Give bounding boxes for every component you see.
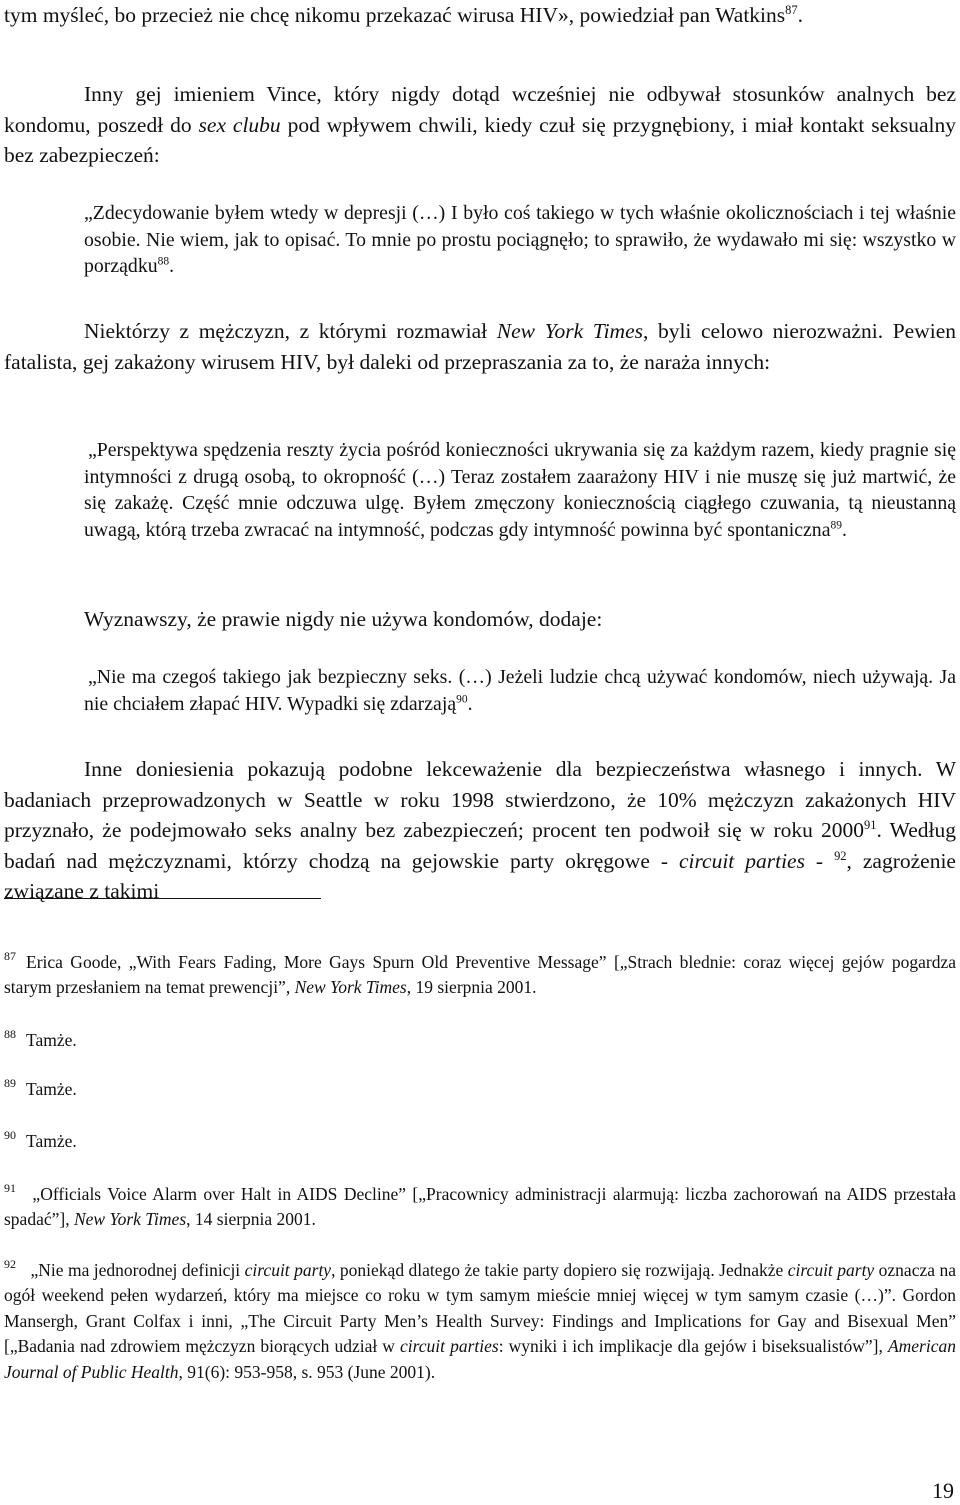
footnote-ref-92[interactable]: 92 xyxy=(834,848,847,863)
page-number: 19 xyxy=(932,1478,954,1503)
footnote-92: $^{92}$ „Nie ma jednorodnej definicji circuit party, poniekąd dlatego że takie party dopiero się rozwijają. Jednakże circuit party oznacza na ogół weekend pełen wydarzeń, który ma miejsce co roku w tym samym mieście mniej więcej w tym samym czasie (…)”. Gordon Mansergh, Grant Colfax i inni, „The Circuit Party Men’s Health Survey: Findings and Implications for Gay and Bisexual Men” [„Badania nad zdrowiem mężczyzn biorących udział w circuit parties: wyniki i ich implikacje dla gejów i biseksualistów”], American Journal of Public Health, 91(6): 953-958, s. 953 (June 2001). xyxy=(4,1257,956,1382)
footnote-number: 89 xyxy=(4,1076,16,1090)
footnote-ref-87[interactable]: 87 xyxy=(785,2,798,17)
footnote-90: $^{90}$ Tamże. xyxy=(4,1128,77,1151)
paragraph-other-reports: Inne doniesienia pokazują podobne lekceważenie dla bezpieczeństwa własnego i innych. W badaniach przeprowadzonych w Seattle w roku 1998 stwierdzono, że 10% mężczyzn zakażonych HIV przyznało, że podejmowało seks analny bez zabezpieczeń; procent ten podwoił się w roku 2000$^{91}$. Według badań nad mężczyznami, którzy chodzą na gejowskie party okręgowe - circuit parties - $^{92}$, zagrożenie związane z takimi xyxy=(4,757,956,904)
footnote-number: 91 xyxy=(4,1181,16,1195)
footnote-number: 90 xyxy=(4,1128,16,1142)
footnote-ref-91[interactable]: 91 xyxy=(864,818,877,833)
paragraph-continuation: tym myśleć, bo przecież nie chcę nikomu przekazać wirusa HIV», powiedział pan Watkins$^{87}$. xyxy=(4,2,803,27)
quote-fatalist: „Perspektywa spędzenia reszty życia pośród konieczności ukrywania się za każdym razem, kiedy pragnie się intymności z drugą osobą, to okropność (…) Teraz zostałem zaarażony HIV i nie muszę się już martwić, że się zakażę. Część mnie odczuwa ulgę. Byłem zmęczony koniecznością ciągłego czuwania, tą nieustanną uwagą, którą trzeba zwracać na intymność, podczas gdy intymność powinna być spontaniczna$^{89}$. xyxy=(84,439,956,541)
paragraph-vince: Inny gej imieniem Vince, który nigdy dotąd wcześniej nie odbywał stosunków analnych bez kondomu, poszedł do sex clubu pod wpływem chwili, kiedy czuł się przygnębiony, i miał kontakt seksualny bez zabezpieczeń: xyxy=(4,82,957,168)
paragraph-nyt-men: Niektórzy z mężczyzn, z którymi rozmawiał New York Times, byli celowo nierozważni. Pewien fatalista, gej zakażony wirusem HIV, był daleki od przepraszania za to, że naraża innych: xyxy=(4,319,956,374)
footnote-number: 88 xyxy=(4,1027,16,1041)
footnote-ref-88[interactable]: 88 xyxy=(157,255,170,268)
footnote-separator xyxy=(4,898,321,899)
quote-safe-sex: „Nie ma czegoś takiego jak bezpieczny seks. (…) Jeżeli ludzie chcą używać kondomów, niech używają. Ja nie chciałem złapać HIV. Wypadki się zdarzają$^{90}$. xyxy=(84,666,956,715)
quote-depression: „Zdecydowanie byłem wtedy w depresji (…) I było coś takiego w tych właśnie okolicznościach i tej właśnie osobie. Nie wiem, jak to opisać. To mnie po prostu pociągnęło; to sprawiło, że wydawało mi się: wszystko w porządku$^{88}$. xyxy=(84,202,956,277)
footnote-ref-90[interactable]: 90 xyxy=(456,692,468,705)
footnote-88: $^{88}$ Tamże. xyxy=(4,1027,77,1050)
footnote-87: $^{87}$ Erica Goode, „With Fears Fading, More Gays Spurn Old Preventive Message” [„Strach blednie: coraz więcej gejów pogardza starym przesłaniem na temat prewencji”, New York Times, 19 sierpnia 2001. xyxy=(4,949,956,998)
paragraph-condoms: Wyznawszy, że prawie nigdy nie używa kondomów, dodaje: xyxy=(84,607,603,631)
footnote-89: $^{89}$ Tamże. xyxy=(4,1076,77,1099)
footnote-91: $^{91}$ „Officials Voice Alarm over Halt in AIDS Decline” [„Pracownicy administracji alarmują: liczba zachorowań na AIDS przestała spadać”], New York Times, 14 sierpnia 2001. xyxy=(4,1181,956,1230)
footnote-number: 92 xyxy=(4,1257,16,1271)
footnote-ref-89[interactable]: 89 xyxy=(830,518,842,531)
footnote-number: 87 xyxy=(4,949,16,963)
